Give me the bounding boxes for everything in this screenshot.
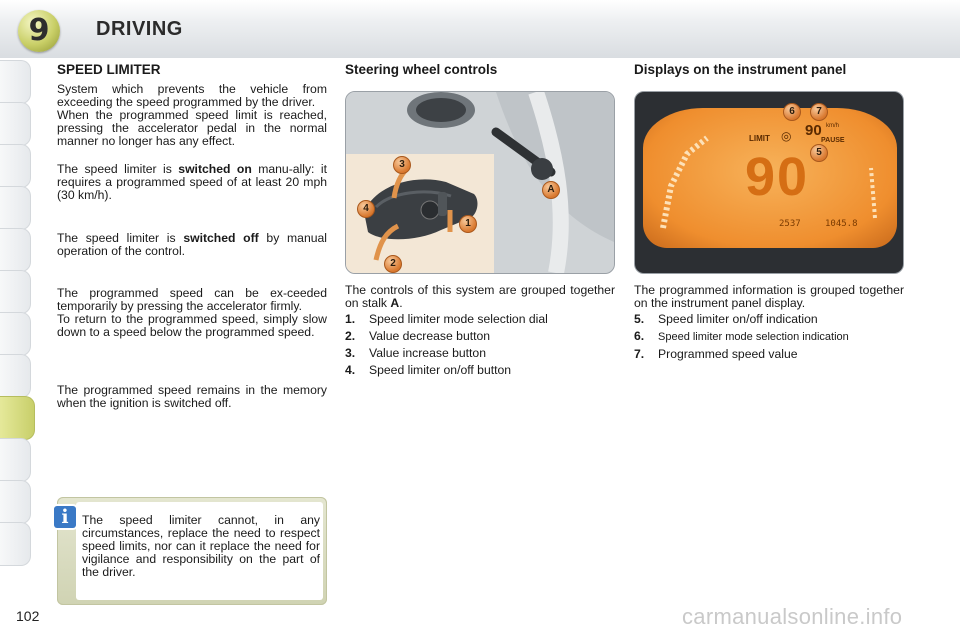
paragraph: System which prevents the vehicle from exceeding the speed programmed by the driver.	[57, 82, 327, 109]
list-item: 2. Value decrease button	[345, 329, 491, 343]
callout-1: 1	[459, 215, 477, 233]
chapter-tab[interactable]	[0, 312, 31, 356]
callout-7: 7	[810, 103, 828, 121]
paragraph: The speed limiter is switched on manu-ally: it requires a programmed speed of at least 20 mph (30 km/h).	[57, 162, 327, 202]
paragraph: To return to the programmed speed, simply slow down to a speed below the programmed speed.	[57, 312, 327, 339]
speed-limiter-section	[57, 62, 327, 410]
list-item: 6. Speed limiter mode selection indication	[634, 329, 849, 343]
chapter-badge: 9	[18, 10, 60, 52]
speed-unit: km/h	[826, 123, 840, 129]
chapter-tab[interactable]	[0, 438, 31, 482]
instrument-panel-list	[634, 311, 849, 363]
chapter-tab[interactable]	[0, 102, 31, 146]
trip-meter: 1045.8	[825, 219, 858, 229]
callout-2: 2	[384, 255, 402, 273]
instrument-panel-intro: The programmed information is grouped together on the instrument panel display.	[634, 283, 904, 310]
callout-6: 6	[783, 103, 801, 121]
chapter-tab[interactable]	[0, 228, 31, 272]
chapter-tab[interactable]	[0, 522, 31, 566]
steering-controls-intro: The controls of this system are grouped together on stalk A.	[345, 283, 615, 310]
paragraph: The programmed speed remains in the memory when the ignition is switched off.	[57, 383, 327, 410]
paragraph: The programmed speed can be ex-ceeded temporarily by pressing the accelerator firmly.	[57, 286, 327, 313]
info-icon: i	[54, 506, 76, 528]
odometer: 2537	[779, 219, 801, 229]
section-heading: Steering wheel controls	[345, 62, 498, 77]
list-item: 5. Speed limiter on/off indication	[634, 312, 818, 326]
chapter-tab-strip	[0, 60, 32, 580]
chapter-tab[interactable]	[0, 60, 31, 104]
steering-controls-list	[345, 311, 548, 379]
steering-controls-figure	[345, 91, 615, 274]
programmed-speed: 90	[805, 122, 822, 139]
chapter-tab-active[interactable]	[0, 396, 35, 440]
current-speed: 90	[745, 147, 810, 207]
page-number: 102	[16, 608, 40, 624]
steering-stalk-illustration	[346, 92, 614, 273]
section-heading: SPEED LIMITER	[57, 62, 161, 77]
callout-3: 3	[393, 156, 411, 174]
info-text: The speed limiter cannot, in any circumstances, replace the need to respect speed limits, nor can it replace the need for vigilance and responsibility on the part of the driver.	[82, 513, 320, 579]
list-item: 4. Speed limiter on/off button	[345, 363, 512, 377]
list-item: 3. Value increase button	[345, 346, 486, 360]
callout-a: A	[542, 181, 560, 199]
paragraph: When the programmed speed limit is reached, pressing the accelerator pedal in the normal manner no longer has any effect.	[57, 108, 327, 148]
chapter-tab[interactable]	[0, 186, 31, 230]
pause-label: PAUSE	[821, 137, 845, 144]
paragraph: The speed limiter is switched off by manual operation of the control.	[57, 231, 327, 258]
chapter-title: DRIVING	[96, 18, 183, 40]
list-item: 1. Speed limiter mode selection dial	[345, 312, 548, 326]
chapter-tab[interactable]	[0, 354, 31, 398]
chapter-tab[interactable]	[0, 480, 31, 524]
section-heading: Displays on the instrument panel	[634, 62, 847, 77]
limit-label: LIMIT	[749, 134, 770, 143]
callout-4: 4	[357, 200, 375, 218]
chapter-tab[interactable]	[0, 270, 31, 314]
speed-limiter-icon: ◎	[781, 129, 792, 143]
callout-5: 5	[810, 144, 828, 162]
watermark: carmanualsonline.info	[682, 604, 903, 629]
chapter-tab[interactable]	[0, 144, 31, 188]
instrument-panel-figure	[634, 91, 904, 274]
list-item: 7. Programmed speed value	[634, 347, 798, 361]
